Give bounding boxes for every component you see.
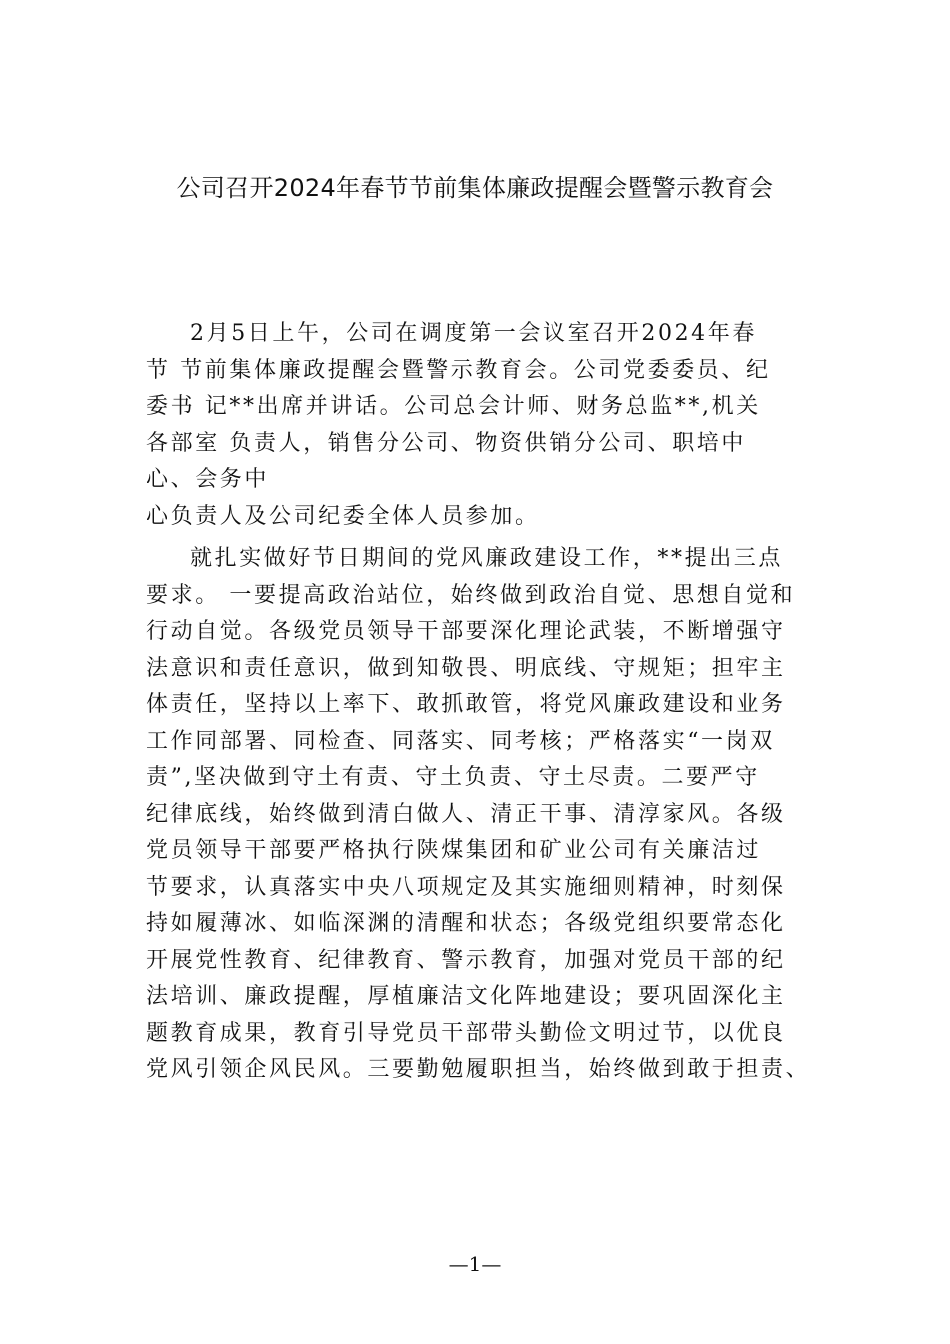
text-line: 法意识和责任意识，做到知敬畏、明底线、守规矩；担牢主 [146,655,786,681]
text-line: 心负责人及公司纪委全体人员参加。 [146,503,540,529]
page-number: —1— [448,1252,502,1276]
text-line: 2月5日上午，公司在调度第一会议室召开2024年春 [190,321,757,346]
text-line: 要求。 一要提高政治站位，始终做到政治自觉、思想自觉和 [146,582,796,608]
text-line: 题教育成果，教育引导党员干部带头勤俭文明过节，以优良 [146,1020,786,1046]
document-body [146,316,811,1095]
text-line: 节 节前集体廉政提醒会暨警示教育会。公司党委委员、纪 [146,357,771,383]
text-line: 法培训、廉政提醒，厚植廉洁文化阵地建设；要巩固深化主 [146,984,786,1009]
text-line: 开展党性教育、纪律教育、警示教育，加强对党员干部的纪 [146,947,786,973]
document-title: 公司召开2024年春节节前集体廉政提醒会暨警示教育会 [176,174,774,202]
text-line: 节要求，认真落实中央八项规定及其实施细则精神，时刻保 [146,874,786,900]
text-line: 党风引领企风民风。三要勤勉履职担当，始终做到敢于担责、 [146,1057,811,1082]
text-line: 心、会务中 [146,467,270,492]
text-line: 行动自觉。各级党员领导干部要深化理论武装，不断增强守 [146,619,786,644]
text-line: 持如履薄冰、如临深渊的清醒和状态；各级党组织要常态化 [146,911,786,936]
text-line: 各部室 负责人，销售分公司、物资供销分公司、职培中 [146,430,746,456]
text-line: 纪律底线，始终做到清白做人、清正干事、清淳家风。各级 [146,801,786,827]
text-line: 就扎实做好节日期间的党风廉政建设工作，**提出三点 [190,546,784,571]
paragraph-meeting-summary [146,316,806,535]
text-line: 委书 记**出席并讲话。公司总会计师、财务总监**,机关 [146,394,761,419]
paragraph-requirements [146,541,811,1089]
text-line: 工作同部署、同检查、同落实、同考核；严格落实“一岗双 [146,728,775,754]
text-line: 体责任，坚持以上率下、敢抓敢管，将党风廉政建设和业务 [146,692,786,717]
text-line: 责”,坚决做到守土有责、守土负责、守土尽责。二要严守 [146,765,760,790]
text-line: 党员领导干部要严格执行陕煤集团和矿业公司有关廉洁过 [146,838,762,863]
